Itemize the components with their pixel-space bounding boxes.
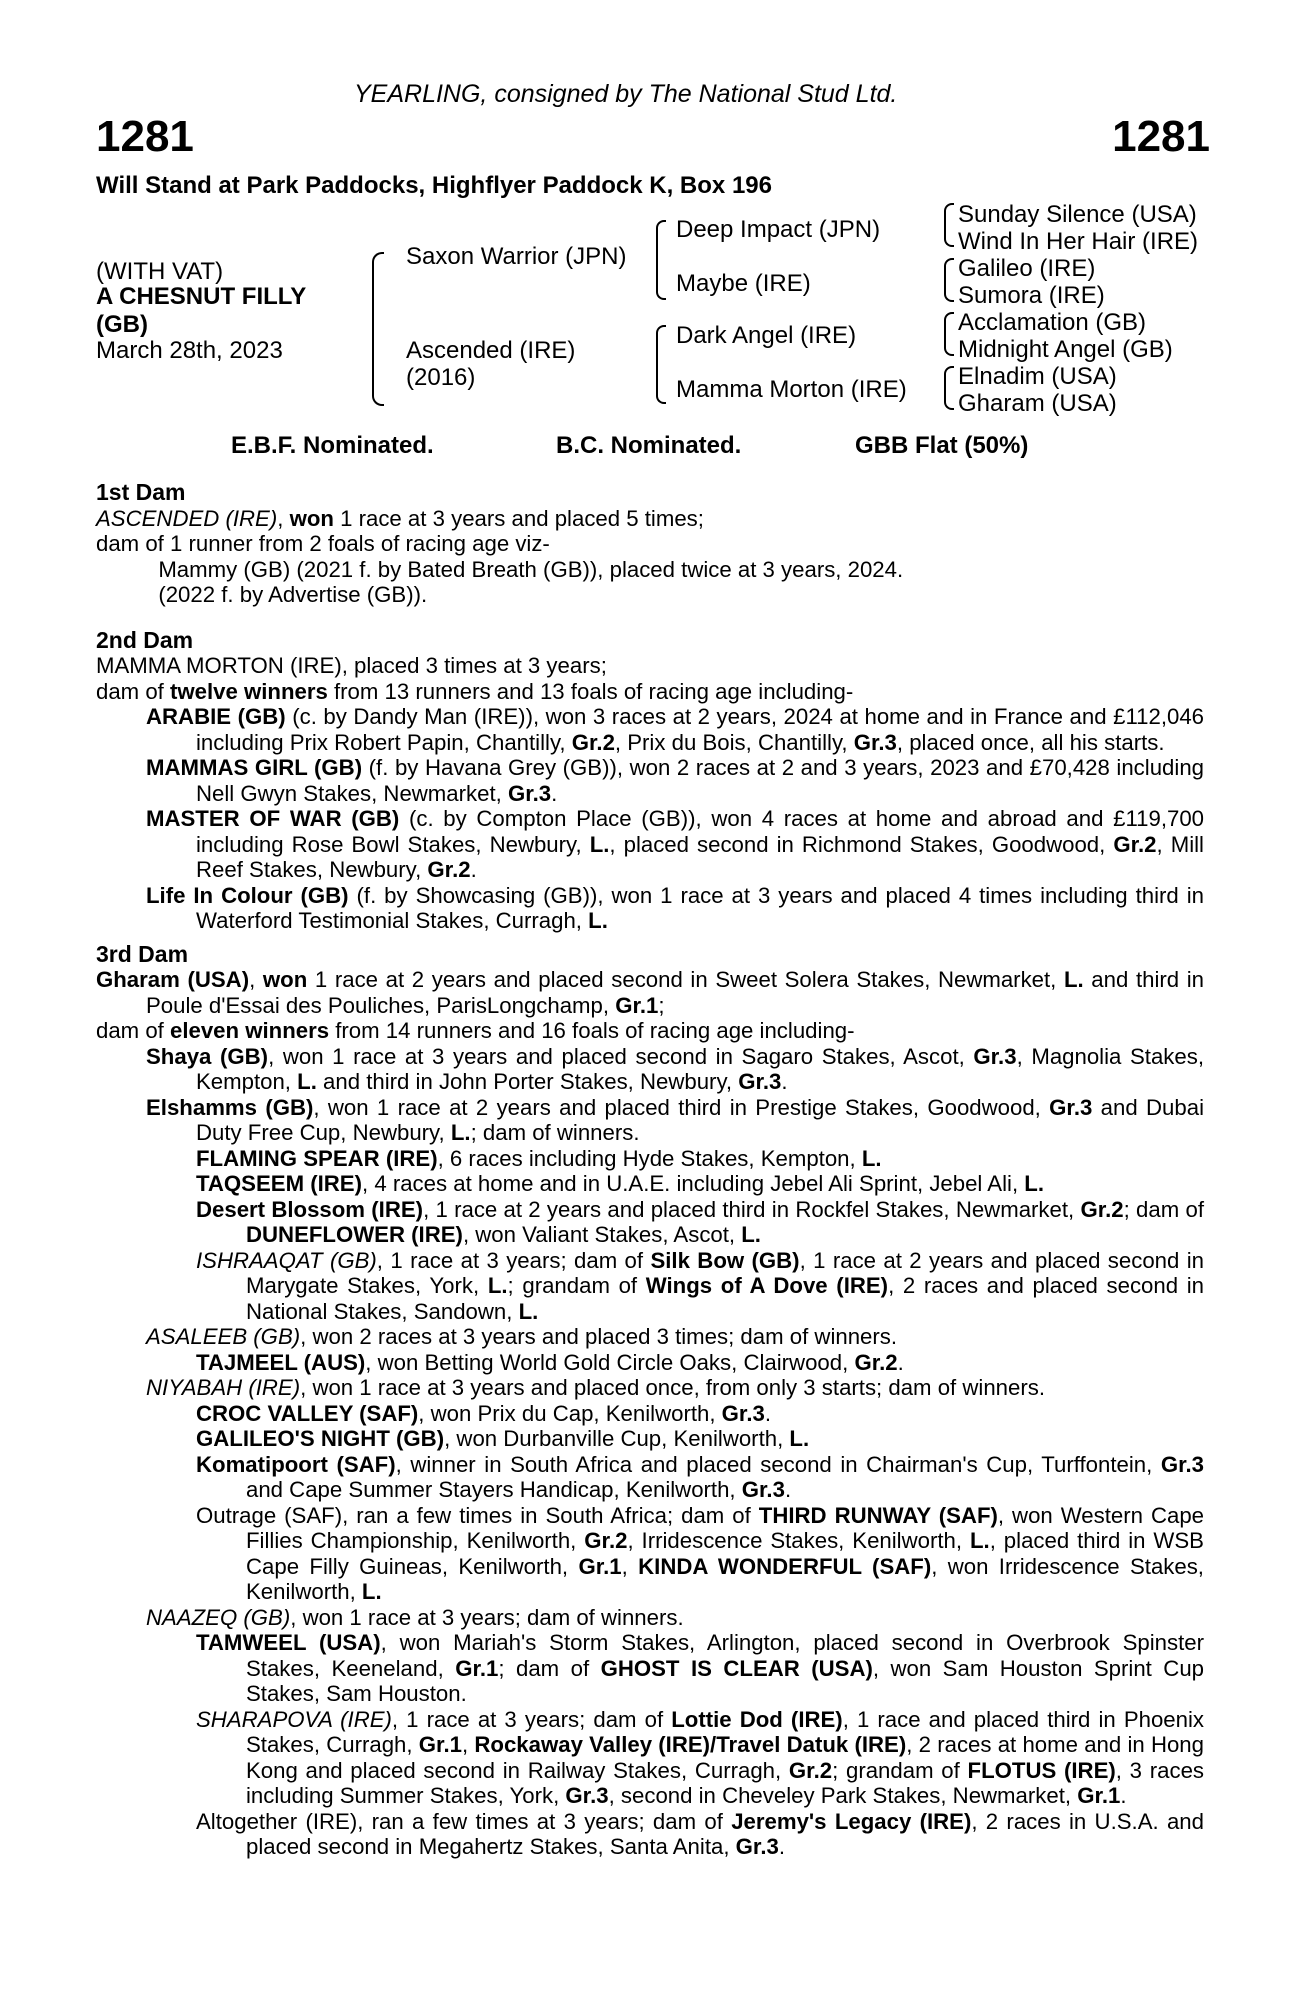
third-dam-produce-intro: dam of eleven winners from 14 runners and 16 foals of racing age including- xyxy=(96,1018,855,1043)
produce-item: Shaya (GB), won 1 race at 3 years and placed second in Sagaro Stakes, Ascot, Gr.3, Magnolia Stakes, Kempton, L. and third in John Porter Stakes, Newbury, Gr.3. xyxy=(146,1043,1204,1094)
third-dam-record: Gharam (USA), won 1 race at 2 years and placed second in Sweet Solera Stakes, Newmarket, L. and third in Poule d'Essai des Pouliches, ParisLongchamp, Gr.1; xyxy=(96,967,1205,1018)
produce-item: MASTER OF WAR (GB) (c. by Compton Place (GB)), won 4 races at home and abroad and £119,700 including Rose Bowl Stakes, Newbury, L., placed second in Richmond Stakes, Goodwood, Gr.2, Mill Reef Stakes, Newbury, Gr.2. xyxy=(146,806,1204,882)
second-dam-heading: 2nd Dam xyxy=(96,626,194,653)
ggd-2: Sumora (IRE) xyxy=(958,282,1105,309)
dam-name: Ascended (IRE) xyxy=(406,337,576,364)
ggs-3: Acclamation (GB) xyxy=(958,309,1147,336)
produce-item: TAQSEEM (IRE), 4 races at home and in U.A.E. including Jebel Ali Sprint, Jebel Ali, L. xyxy=(196,1171,1045,1196)
lot-number-right: 1281 xyxy=(1112,112,1210,161)
produce-item: NIYABAH (IRE), won 1 race at 3 years and placed once, from only 3 starts; dam of winners. xyxy=(146,1375,1045,1400)
lot-title-line1: A CHESNUT FILLY xyxy=(96,283,307,310)
pedigree-brace-3d xyxy=(944,366,954,410)
gbb-flat: GBB Flat (50%) xyxy=(855,432,1029,459)
produce-item: CROC VALLEY (SAF), won Prix du Cap, Kenilworth, Gr.3. xyxy=(196,1400,772,1426)
ggs-4: Elnadim (USA) xyxy=(958,363,1117,390)
pedigree-brace-3c xyxy=(944,312,954,356)
lot-number-left: 1281 xyxy=(96,112,194,161)
sire-dam: Maybe (IRE) xyxy=(676,270,811,297)
sire-name: Saxon Warrior (JPN) xyxy=(406,243,627,270)
dam-year: (2016) xyxy=(406,364,476,391)
lot-title xyxy=(96,283,306,339)
first-dam-record: ASCENDED (IRE), won 1 race at 3 years and placed 5 times; xyxy=(96,505,704,531)
second-dam-record: MAMMA MORTON (IRE), placed 3 times at 3 years; xyxy=(96,653,607,678)
second-dam-produce-intro: dam of twelve winners from 13 runners and 13 foals of racing age including- xyxy=(96,678,854,704)
first-dam-produce-intro: dam of 1 runner from 2 foals of racing age viz- xyxy=(96,531,550,556)
produce-item: Desert Blossom (IRE), 1 race at 2 years and placed third in Rockfel Stakes, Newmarket, Gr.2; dam of DUNEFLOWER (IRE), won Valiant Stakes, Ascot, L. xyxy=(196,1196,1204,1247)
foaling-date: March 28th, 2023 xyxy=(96,337,283,364)
ggd-3: Midnight Angel (GB) xyxy=(958,336,1173,363)
lot-title-line2: (GB) xyxy=(96,311,148,338)
ggs-1: Sunday Silence (USA) xyxy=(958,201,1197,228)
pedigree-brace-dam xyxy=(656,325,666,404)
produce-item: (2022 f. by Advertise (GB)). xyxy=(146,582,428,607)
produce-item: SHARAPOVA (IRE), 1 race at 3 years; dam of Lottie Dod (IRE), 1 race and placed third in Phoenix Stakes, Curragh, Gr.1, Rockaway Valley (IRE)/Travel Datuk (IRE), 2 races at home and in Hong Kong and placed second in Railway Stakes, Curragh, Gr.2; grandam of FLOTUS (IRE), 3 races including Summer Stakes, York, Gr.3, second in Cheveley Park Stakes, Newmarket, Gr.1. xyxy=(196,1706,1205,1808)
vat-note: (WITH VAT) xyxy=(96,258,224,285)
ggs-2: Galileo (IRE) xyxy=(958,255,1096,282)
sire-sire: Deep Impact (JPN) xyxy=(676,216,881,243)
dam-sire: Dark Angel (IRE) xyxy=(676,322,857,349)
pedigree-brace-main xyxy=(372,252,384,406)
produce-item: FLAMING SPEAR (IRE), 6 races including Hyde Stakes, Kempton, L. xyxy=(196,1145,882,1171)
produce-item: Komatipoort (SAF), winner in South Africa and placed second in Chairman's Cup, Turffontein, Gr.3 and Cape Summer Stayers Handicap, Kenilworth, Gr.3. xyxy=(196,1451,1205,1502)
produce-item: Altogether (IRE), ran a few times at 3 years; dam of Jeremy's Legacy (IRE), 2 races in U.S.A. and placed second in Megahertz Stakes, Santa Anita, Gr.3. xyxy=(196,1808,1204,1859)
pedigree-brace-3b xyxy=(944,258,954,302)
produce-item: Mammy (GB) (2021 f. by Bated Breath (GB)), placed twice at 3 years, 2024. xyxy=(146,556,904,582)
pedigree-brace-sire xyxy=(656,220,666,300)
stand-location: Will Stand at Park Paddocks, Highflyer Paddock K, Box 196 xyxy=(96,172,772,199)
consignor-line: YEARLING, consigned by The National Stud Ltd. xyxy=(354,80,898,108)
ebf-nomination: E.B.F. Nominated. xyxy=(231,432,434,459)
produce-item: TAJMEEL (AUS), won Betting World Gold Circle Oaks, Clairwood, Gr.2. xyxy=(196,1349,904,1375)
produce-item: Outrage (SAF), ran a few times in South Africa; dam of THIRD RUNWAY (SAF), won Western Cape Fillies Championship, Kenilworth, Gr.2, Irridescence Stakes, Kenilworth, L., placed third in WSB Cape Filly Guineas, Kenilworth, Gr.1, KINDA WONDERFUL (SAF), won Irridescence Stakes, Kenilworth, L. xyxy=(196,1502,1205,1604)
dam-dam: Mamma Morton (IRE) xyxy=(676,376,907,403)
ggd-1: Wind In Her Hair (IRE) xyxy=(958,228,1199,255)
third-dam-heading: 3rd Dam xyxy=(96,940,189,967)
ggd-4: Gharam (USA) xyxy=(958,390,1117,417)
produce-item: NAAZEQ (GB), won 1 race at 3 years; dam of winners. xyxy=(146,1604,684,1630)
produce-item: GALILEO'S NIGHT (GB), won Durbanville Cup, Kenilworth, L. xyxy=(196,1426,810,1451)
first-dam-heading: 1st Dam xyxy=(96,479,186,505)
produce-item: MAMMAS GIRL (GB) (f. by Havana Grey (GB)), won 2 races at 2 and 3 years, 2023 and £70,428 including Nell Gwyn Stakes, Newmarket, Gr.3. xyxy=(146,755,1204,806)
produce-item: TAMWEEL (USA), won Mariah's Storm Stakes, Arlington, placed second in Overbrook Spinster Stakes, Keeneland, Gr.1; dam of GHOST IS CLEAR (USA), won Sam Houston Sprint Cup Stakes, Sam Houston. xyxy=(196,1630,1205,1706)
produce-item: ISHRAAQAT (GB), 1 race at 3 years; dam of Silk Bow (GB), 1 race at 2 years and placed second in Marygate Stakes, York, L.; grandam of Wings of A Dove (IRE), 2 races and placed second in National Stakes, Sandown, L. xyxy=(196,1247,1204,1324)
produce-item: Elshamms (GB), won 1 race at 2 years and placed third in Prestige Stakes, Goodwood, Gr.3 and Dubai Duty Free Cup, Newbury, L.; dam of winners. xyxy=(146,1094,1204,1145)
produce-item: Life In Colour (GB) (f. by Showcasing (GB)), won 1 race at 3 years and placed 4 times including third in Waterford Testimonial Stakes, Curragh, L. xyxy=(146,882,1204,933)
catalogue-body xyxy=(96,480,1204,1860)
produce-item: ASALEEB (GB), won 2 races at 3 years and placed 3 times; dam of winners. xyxy=(146,1324,898,1349)
produce-item: ARABIE (GB) (c. by Dandy Man (IRE)), won 3 races at 2 years, 2024 at home and in France and £112,046 including Prix Robert Papin, Chantilly, Gr.2, Prix du Bois, Chantilly, Gr.3, placed once, all his starts. xyxy=(146,704,1205,755)
bc-nomination: B.C. Nominated. xyxy=(556,432,742,459)
pedigree-brace-3a xyxy=(944,203,954,247)
